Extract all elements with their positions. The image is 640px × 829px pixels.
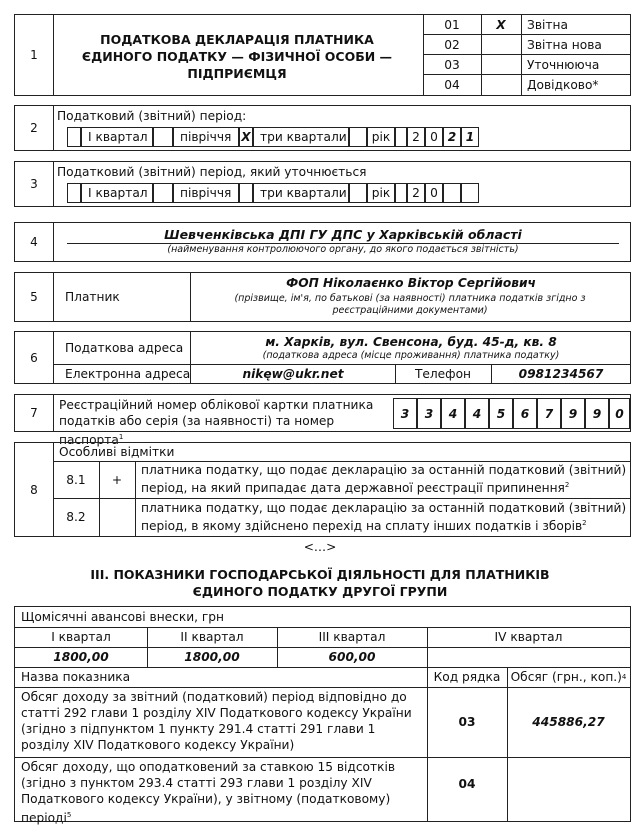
period-q3-checkbox[interactable] <box>349 127 367 147</box>
report-type-mark[interactable]: X <box>496 18 506 32</box>
row-number-6: 6 <box>15 332 54 383</box>
report-type-mark[interactable] <box>481 75 521 95</box>
special-text <box>141 501 627 534</box>
email-value[interactable]: nikęw@ukr.net <box>242 366 344 381</box>
footnote-1: 1 <box>118 433 124 441</box>
corr-half-spacer <box>153 183 173 203</box>
quarter-header: ІІІ квартал <box>318 630 386 644</box>
address-caption: (податкова адреса (місце проживання) платника податку) <box>262 350 560 361</box>
special-text-body: платника податку, що подає декларацію за останній податковий (звітний) період, на який припадає дата державної реєстрації припинення <box>141 463 627 496</box>
row-number-8: 8 <box>15 443 54 536</box>
special-mark[interactable] <box>99 498 135 536</box>
period-year-label: рік <box>367 127 395 147</box>
tax-authority-caption: (найменування контролюючого органу, до якого подається звітність) <box>167 244 519 255</box>
year-digit[interactable]: 0 <box>425 127 443 147</box>
address-label: Податкова адреса <box>65 341 184 355</box>
section-3-title: ІІІ. ПОКАЗНИКИ ГОСПОДАРСЬКОЇ ДІЯЛЬНОСТІ ДЛЯ ПЛАТНИКІВ ЄДИНОГО ПОДАТКУ ДРУГОЇ ГРУПИ <box>90 567 550 599</box>
quarter-value[interactable]: 1800,00 <box>184 650 240 664</box>
row-number-2: 2 <box>15 106 54 150</box>
row-code: 03 <box>458 715 476 729</box>
special-code: 8.1 <box>66 472 86 487</box>
regnum-digit[interactable]: 7 <box>537 398 561 429</box>
special-marks-label: Особливі відмітки <box>59 445 175 459</box>
tax-authority-value[interactable]: Шевченківська ДПІ ГУ ДПС у Харківській області <box>164 226 522 242</box>
footnote-2: 2 <box>564 481 570 489</box>
row-number-7: 7 <box>15 395 54 431</box>
quarter-value[interactable]: 600,00 <box>328 650 376 664</box>
omission-marker: <…> <box>303 540 337 554</box>
regnum-digit[interactable]: 3 <box>393 398 417 429</box>
report-type-code: 01 <box>444 18 460 32</box>
declaration-header-block <box>14 14 631 96</box>
section-3-table <box>14 606 631 826</box>
corr-year-digit[interactable] <box>443 183 461 203</box>
corr-q3-label: три квартали <box>253 183 349 203</box>
indicator-name <box>21 759 421 826</box>
footnote-4: 4 <box>621 673 627 681</box>
corr-q1-label: І квартал <box>81 183 153 203</box>
quarter-value[interactable] <box>427 647 630 667</box>
payer-name[interactable]: ФОП Ніколаєнко Віктор Сергійович <box>286 276 536 290</box>
payer-caption: (прізвище, ім'я, по батькові (за наявності) платника податків згідно з реєстраційними документами) <box>234 293 586 316</box>
year-digit[interactable]: 2 <box>443 127 461 147</box>
report-type-label: Звітна <box>527 18 568 32</box>
report-type-code: 04 <box>444 78 460 92</box>
reporting-period-block <box>14 105 631 151</box>
period-q3-label: три квартали <box>253 127 349 147</box>
report-type-mark[interactable] <box>481 35 521 55</box>
regnum-digit[interactable]: 4 <box>441 398 465 429</box>
corr-year-digit[interactable]: 0 <box>425 183 443 203</box>
payer-block <box>14 272 631 322</box>
column-header-amount-text: Обсяг (грн., коп.) <box>510 670 622 684</box>
special-text-body: платника податку, що подає декларацію за останній податковий (звітний) період, в якому здійснено перехід на сплату інших податків і зборів <box>141 501 627 534</box>
quarter-header: ІІ квартал <box>180 630 244 644</box>
footnote-5: 5 <box>66 811 72 819</box>
report-type-code: 02 <box>444 38 460 52</box>
corr-half-checkbox[interactable] <box>239 183 253 203</box>
indicator-name-text: Обсяг доходу, що оподатковений за ставкою 15 відсотків (згідно з пунктом 293.4 статті 293 глави 1 розділу XIV Податкового кодексу України), у звітному (податковому) періоді <box>21 760 396 826</box>
phone-value[interactable]: 0981234567 <box>518 366 604 381</box>
monthly-advances-label: Щомісячні авансові внески, грн <box>21 610 225 624</box>
period-year-checkbox[interactable] <box>395 127 407 147</box>
report-type-label: Довідково* <box>527 78 599 92</box>
registration-number-block <box>14 394 631 448</box>
tax-authority-block <box>14 222 631 262</box>
row-amount[interactable]: 445886,27 <box>532 715 605 729</box>
registration-number-label-text: Реєстраційний номер облікової картки платника податків або серія (за наявності) та номер паспорта <box>59 398 374 448</box>
special-code: 8.2 <box>66 510 86 524</box>
corr-year-digit[interactable]: 2 <box>407 183 425 203</box>
row-number-3: 3 <box>15 162 54 206</box>
row-number-4: 4 <box>15 223 54 261</box>
report-type-label: Звітна нова <box>527 38 602 52</box>
period-half-label: півріччя <box>173 127 239 147</box>
row-amount[interactable] <box>507 757 630 811</box>
reporting-period-label: Податковий (звітний) період: <box>57 109 247 123</box>
period-q1-label: І квартал <box>81 127 153 147</box>
corr-half-label: півріччя <box>173 183 239 203</box>
corr-year-digit[interactable] <box>461 183 479 203</box>
quarter-header: І квартал <box>51 630 111 644</box>
regnum-digit[interactable]: 0 <box>609 398 630 429</box>
special-mark[interactable]: + <box>111 472 123 487</box>
quarter-header: IV квартал <box>494 630 563 644</box>
corr-year-label: рік <box>367 183 395 203</box>
period-q1-checkbox[interactable] <box>67 127 81 147</box>
column-header-name: Назва показника <box>21 670 131 684</box>
regnum-digit[interactable]: 3 <box>417 398 441 429</box>
address-value[interactable]: м. Харків, вул. Свенсона, буд. 45-д, кв. 8 <box>265 335 557 349</box>
footnote-2: 2 <box>582 519 587 527</box>
row-number-5: 5 <box>15 273 54 321</box>
address-block <box>14 331 631 384</box>
column-header-code: Код рядка <box>433 670 501 684</box>
corr-q1-checkbox[interactable] <box>67 183 81 203</box>
report-type-label: Уточнююча <box>527 58 600 72</box>
special-text <box>141 463 627 496</box>
registration-number-label <box>59 397 381 448</box>
email-label: Електронна адреса <box>65 366 191 381</box>
corr-q3-checkbox[interactable] <box>349 183 367 203</box>
row-number-1: 1 <box>15 15 54 95</box>
regnum-digit[interactable]: 6 <box>513 398 537 429</box>
regnum-digit[interactable]: 5 <box>489 398 513 429</box>
row-code: 04 <box>458 777 476 791</box>
special-marks-block <box>14 442 631 537</box>
period-half-checkbox[interactable]: X <box>239 127 253 147</box>
year-digit[interactable]: 1 <box>461 127 479 147</box>
corrected-period-block <box>14 161 631 207</box>
indicator-name: Обсяг доходу за звітний (податковий) період відповідно до статті 292 глави 1 розділу XIV Податкового кодексу України (згідно з підпунктом 1 пункту 291.4 статті 291 глави 1 розділу XIV Податкового кодексу України) <box>21 690 412 752</box>
period-half-checkbox-spacer <box>153 127 173 147</box>
regnum-digit[interactable]: 9 <box>585 398 609 429</box>
declaration-title: ПОДАТКОВА ДЕКЛАРАЦІЯ ПЛАТНИКА ЄДИНОГО ПОДАТКУ — ФІЗИЧНОЇ ОСОБИ — ПІДПРИЄМЦЯ <box>81 31 393 81</box>
report-type-mark[interactable] <box>481 55 521 75</box>
phone-label: Телефон <box>414 366 472 381</box>
corr-year-checkbox[interactable] <box>395 183 407 203</box>
payer-label: Платник <box>65 290 120 304</box>
regnum-digit[interactable]: 4 <box>465 398 489 429</box>
year-digit[interactable]: 2 <box>407 127 425 147</box>
corrected-period-label: Податковий (звітний) період, який уточнюється <box>57 165 367 179</box>
column-header-amount <box>507 667 630 687</box>
report-type-code: 03 <box>444 58 460 72</box>
regnum-digit[interactable]: 9 <box>561 398 585 429</box>
quarter-value[interactable]: 1800,00 <box>53 650 109 664</box>
